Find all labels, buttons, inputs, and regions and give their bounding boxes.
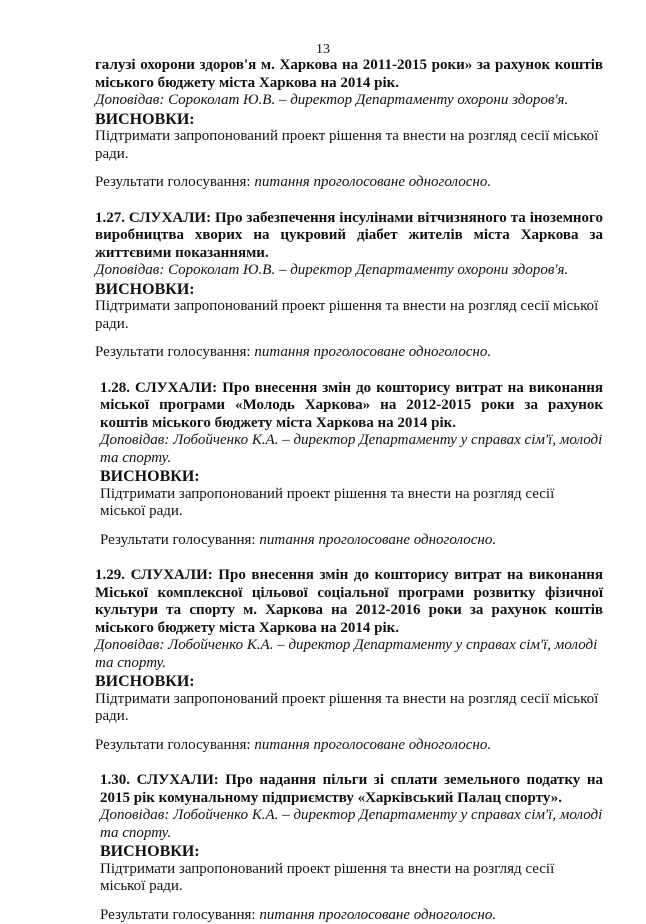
page-number: 13 <box>0 42 646 58</box>
item-speaker: Доповідав: Лобойченко К.А. – директор Департаменту у справах сім'ї, молоді та спорту. <box>95 637 603 672</box>
item-heading: 1.28. СЛУХАЛИ: Про внесення змін до кошторису витрат на виконання міської програми «Молодь Харкова» на 2012-2015 роки за рахунок коштів міського бюджету міста Харкова на 2014 рік. <box>100 380 603 433</box>
document-body <box>95 57 603 924</box>
conclusion-text: Підтримати запропонований проект рішення та внести на розгляд сесії міської ради. <box>95 128 603 163</box>
vote-value: питання проголосоване одноголосно. <box>254 737 491 753</box>
vote-label: Результати голосування: <box>100 532 256 548</box>
conclusions-label: ВИСНОВКИ: <box>95 673 603 691</box>
vote-result <box>95 344 603 362</box>
vote-value: питання проголосоване одноголосно. <box>254 174 491 190</box>
conclusions-label: ВИСНОВКИ: <box>100 468 603 486</box>
conclusions-label: ВИСНОВКИ: <box>100 843 603 861</box>
vote-result <box>95 737 603 755</box>
conclusion-text: Підтримати запропонований проект рішення та внести на розгляд сесії міської ради. <box>95 298 603 333</box>
item-heading: галузі охорони здоров'я м. Харкова на 2011-2015 роки» за рахунок коштів міського бюджету міста Харкова на 2014 рік. <box>95 57 603 92</box>
conclusions-label: ВИСНОВКИ: <box>95 111 603 129</box>
agenda-item-1-28 <box>95 380 603 550</box>
vote-value: питання проголосоване одноголосно. <box>259 907 496 923</box>
conclusion-text: Підтримати запропонований проект рішення та внести на розгляд сесії міської ради. <box>100 486 603 521</box>
item-heading: 1.29. СЛУХАЛИ: Про внесення змін до кошторису витрат на виконання Міської комплексної цільової соціальної програми розвитку фізичної культури та спорту м. Харкова на 2012-2016 роки за рахунок коштів міського бюджету міста Харкова на 2014 рік. <box>95 567 603 637</box>
agenda-item-1-27 <box>95 210 603 362</box>
agenda-item-continued <box>95 57 603 192</box>
item-speaker: Доповідав: Сороколат Ю.В. – директор Департаменту охорони здоров'я. <box>95 92 603 110</box>
vote-label: Результати голосування: <box>100 907 256 923</box>
conclusion-text: Підтримати запропонований проект рішення та внести на розгляд сесії міської ради. <box>95 691 603 726</box>
conclusions-label: ВИСНОВКИ: <box>95 281 603 299</box>
vote-label: Результати голосування: <box>95 174 251 190</box>
agenda-item-1-29 <box>95 567 603 754</box>
vote-result <box>95 174 603 192</box>
item-speaker: Доповідав: Лобойченко К.А. – директор Департаменту у справах сім'ї, молоді та спорту. <box>100 432 603 467</box>
agenda-item-1-30 <box>95 772 603 924</box>
vote-value: питання проголосоване одноголосно. <box>259 532 496 548</box>
vote-label: Результати голосування: <box>95 344 251 360</box>
conclusion-text: Підтримати запропонований проект рішення та внести на розгляд сесії міської ради. <box>100 861 603 896</box>
item-speaker: Доповідав: Лобойченко К.А. – директор Департаменту у справах сім'ї, молоді та спорту. <box>100 807 603 842</box>
vote-result <box>100 532 603 550</box>
vote-label: Результати голосування: <box>95 737 251 753</box>
vote-value: питання проголосоване одноголосно. <box>254 344 491 360</box>
item-heading: 1.30. СЛУХАЛИ: Про надання пільги зі сплати земельного податку на 2015 рік комунальному підприємству «Харківський Палац спорту». <box>100 772 603 807</box>
item-speaker: Доповідав: Сороколат Ю.В. – директор Департаменту охорони здоров'я. <box>95 262 603 280</box>
vote-result <box>100 907 603 924</box>
item-heading: 1.27. СЛУХАЛИ: Про забезпечення інсулінами вітчизняного та іноземного виробництва хворих на цукровий діабет жителів міста Харкова за життєвими показаннями. <box>95 210 603 263</box>
